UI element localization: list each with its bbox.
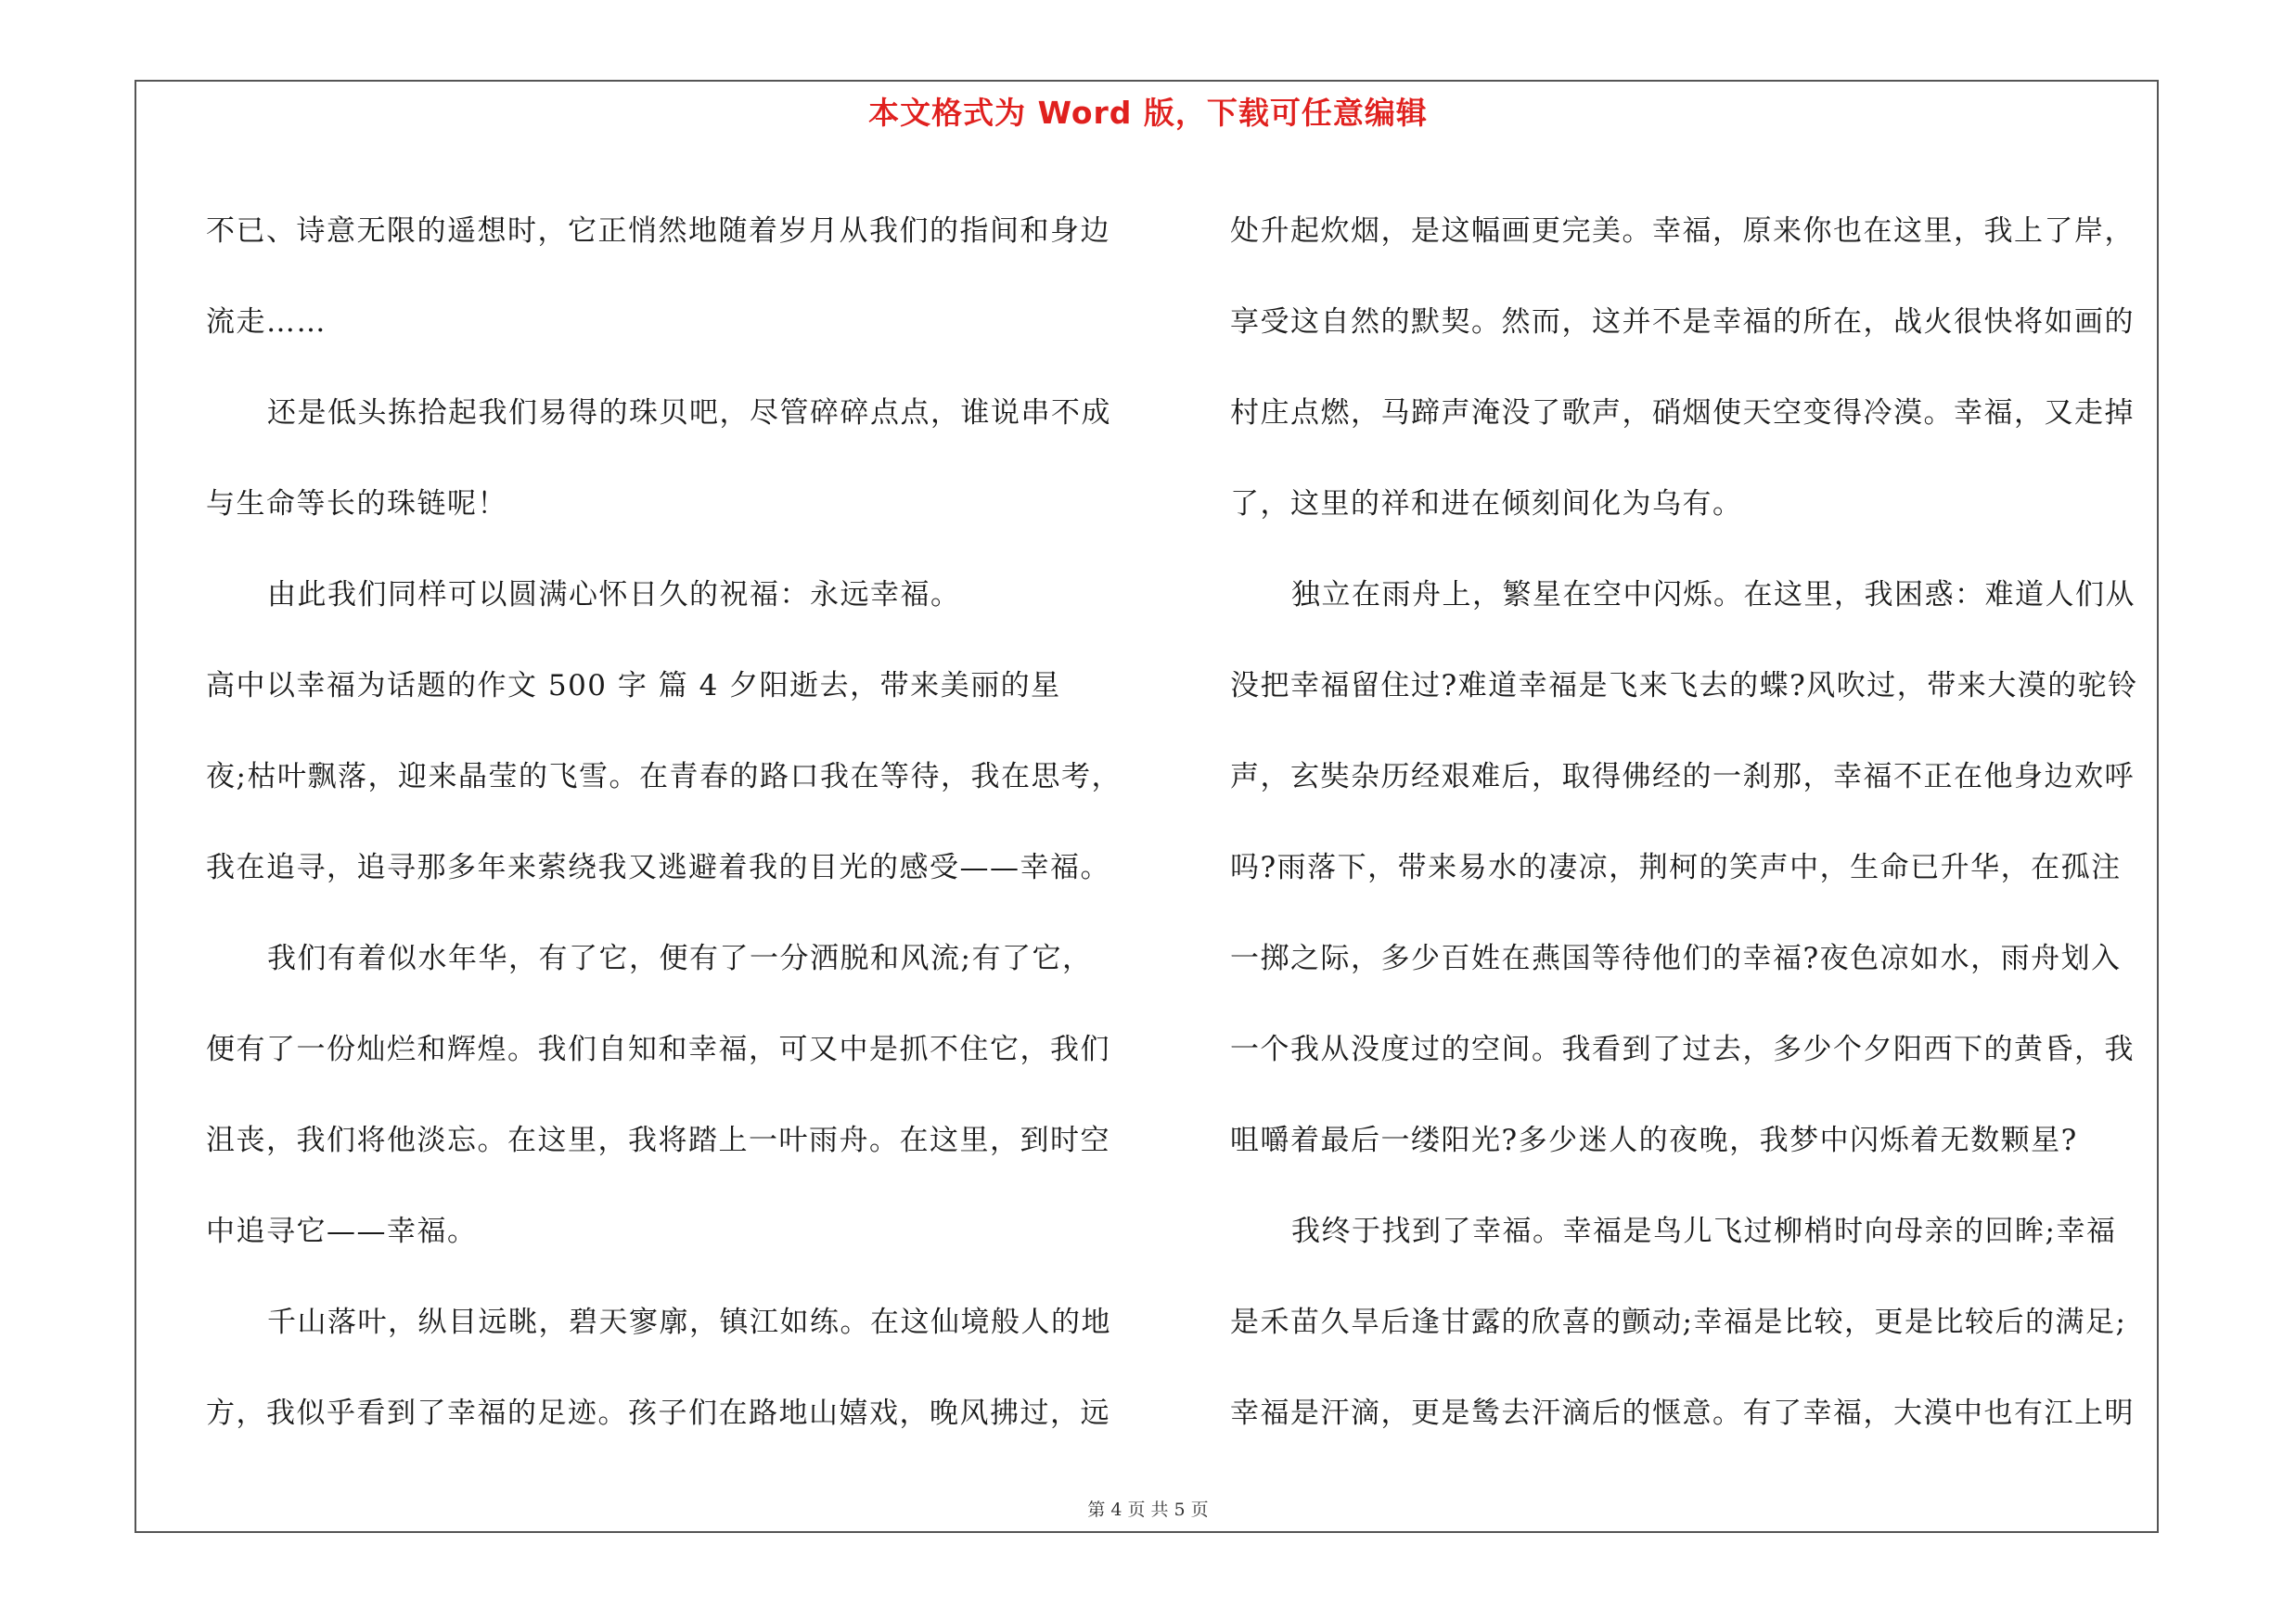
text-line: 了，这里的祥和进在倾刻间化为乌有。 <box>1230 487 1743 521</box>
text-line: 幸福是汗滴，更是鸶去汗滴后的惬意。有了幸福，大漠中也有江上明 <box>1230 1397 2135 1430</box>
text-line: 我终于找到了幸福。幸福是鸟儿飞过柳梢时向母亲的回眸;幸福 <box>1291 1215 2117 1248</box>
text-line: 便有了一份灿烂和辉煌。我们自知和幸福，可又中是抓不住它，我们 <box>206 1033 1110 1066</box>
text-line: 是禾苗久旱后逢甘露的欣喜的颤动;幸福是比较，更是比较后的满足; <box>1230 1306 2127 1339</box>
text-line: 流走…… <box>206 305 327 339</box>
text-line: 我在追寻，追寻那多年来萦绕我又逃避着我的目光的感受——幸福。 <box>206 851 1110 884</box>
text-line: 声，玄奘杂历经艰难后，取得佛经的一刹那，幸福不正在他身边欢呼 <box>1230 760 2135 793</box>
text-line: 中追寻它——幸福。 <box>206 1215 478 1248</box>
text-line: 还是低头拣拾起我们易得的珠贝吧，尽管碎碎点点，谁说串不成 <box>267 396 1111 430</box>
text-line: 高中以幸福为话题的作文 500 字 篇 4 夕阳逝去，带来美丽的星 <box>206 669 1061 702</box>
text-line: 没把幸福留住过?难道幸福是飞来飞去的蝶?风吹过，带来大漠的驼铃 <box>1230 669 2138 702</box>
text-line: 千山落叶，纵目远眺，碧天寥廓，镇江如练。在这仙境般人的地 <box>267 1306 1111 1339</box>
text-line: 一个我从没度过的空间。我看到了过去，多少个夕阳西下的黄昏，我 <box>1230 1033 2135 1066</box>
format-banner: 本文格式为 Word 版，下载可任意编辑 <box>868 95 1428 131</box>
text-line: 吗?雨落下，带来易水的凄凉，荆柯的笑声中，生命已升华，在孤注 <box>1230 851 2122 884</box>
right-column <box>1230 186 2167 1459</box>
text-line: 独立在雨舟上，繁星在空中闪烁。在这里，我困惑：难道人们从 <box>1291 578 2136 612</box>
text-line: 不已、诗意无限的遥想时，它正悄然地随着岁月从我们的指间和身边 <box>206 214 1110 248</box>
text-line: 村庄点燃，马蹄声淹没了歌声，硝烟使天空变得冷漠。幸福，又走掉 <box>1230 396 2135 430</box>
text-line: 沮丧，我们将他淡忘。在这里，我将踏上一叶雨舟。在这里，到时空 <box>206 1124 1110 1157</box>
text-line: 咀嚼着最后一缕阳光?多少迷人的夜晚，我梦中闪烁着无数颗星? <box>1230 1124 2078 1157</box>
left-column <box>206 186 1134 1459</box>
text-line: 享受这自然的默契。然而，这并不是幸福的所在，战火很快将如画的 <box>1230 305 2135 339</box>
text-line: 由此我们同样可以圆满心怀日久的祝福：永远幸福。 <box>267 578 961 612</box>
text-line: 我们有着似水年华，有了它，便有了一分洒脱和风流;有了它， <box>267 942 1093 975</box>
text-line: 方，我似乎看到了幸福的足迹。孩子们在路地山嬉戏，晚风拂过，远 <box>206 1397 1110 1430</box>
text-line: 处升起炊烟，是这幅画更完美。幸福，原来你也在这里，我上了岸， <box>1230 214 2135 248</box>
text-line: 一掷之际，多少百姓在燕国等待他们的幸福?夜色凉如水，雨舟划入 <box>1230 942 2122 975</box>
page-number: 第 4 页 共 5 页 <box>1087 1500 1209 1520</box>
text-line: 夜;枯叶飘落，迎来晶莹的飞雪。在青春的路口我在等待，我在思考， <box>206 760 1122 793</box>
text-line: 与生命等长的珠链呢！ <box>206 487 507 521</box>
